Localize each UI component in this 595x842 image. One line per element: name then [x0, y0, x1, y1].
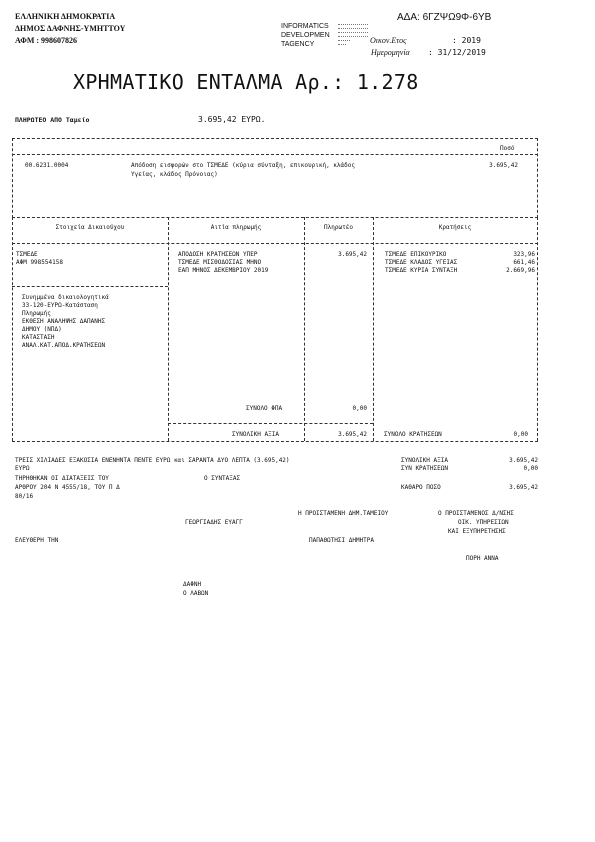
signatory-a: ΕΛΕΥΘΕΡΗ ΤΗΝ [15, 537, 59, 544]
head-finance-title-2: ΟΙΚ. ΥΠΗΡΕΣΙΩΝ [458, 519, 509, 526]
head-treasury-title: Η ΠΡΟΙΣΤΑΜΕΝΗ ΔΗΜ.ΤΑΜΕΙΟΥ [298, 510, 389, 517]
amount-words-line-1: ΤΡΕΙΣ ΧΙΛΙΑΔΕΣ ΕΞΑΚΟΣΙΑ ΕΝΕΝΗΝΤΑ ΠΕΝΤΕ ΕΥΡΩ και ΣΑΡΑΝΤΑ ΔΥΟ ΛΕΠΤΑ (3.695,42) [15, 457, 290, 464]
total-value-label: ΣΥΝΟΛΙΚΗ ΑΞΙΑ [232, 431, 279, 438]
reason-line-2: ΤΣΜΕΔΕ ΜΙΣΘΟΔΟΣΙΑΣ ΜΗΝΟ [178, 259, 262, 266]
header-beneficiary: Στοιχεία Δικαιούχου [55, 224, 125, 231]
documents-line-4: ΕΚΘΕΣΗ ΑΝΑΛΗΨΗΣ ΔΑΠΑΝΗΣ [22, 318, 106, 325]
table2-col-divider-2 [304, 217, 305, 441]
deduction-3-name: ΤΣΜΕΔΕ ΚΥΡΙΑ ΣΥΝΤΑΞΗ [385, 267, 458, 274]
page-title: ΧΡΗΜΑΤΙΚΟ ΕΝΤΑΛΜΑ Αρ.: 1.278 [73, 70, 419, 94]
deduction-2-amount: 661,46 [513, 259, 535, 266]
description-line-2: Υγείας, κλάδος Πρόνοιας) [131, 171, 218, 178]
summary-deductions-label: ΣΥΝ ΚΡΑΤΗΣΕΩΝ [401, 465, 448, 472]
payable-label: ΠΛΗΡΩΤΕΟ ΑΠΟ Ταμείο [15, 116, 90, 124]
documents-line-3: Πληρωμής [22, 310, 51, 317]
summary-total-label: ΣΥΝΟΛΙΚΗ ΑΞΙΑ [401, 457, 448, 464]
mayor-title: ΔΑΦΝΗ [183, 581, 202, 588]
org-line-1: ΕΛΛΗΝΙΚΗ ΔΗΜΟΚΡΑΤΙΑ [15, 12, 116, 21]
ada-code: ΑΔΑ: 6ΓΖΨΩ9Φ-6ΥΒ [397, 12, 492, 23]
date-label: Ημερομηνία [371, 48, 410, 57]
receiver-label: Ο ΛΑΒΩΝ [183, 590, 209, 597]
documents-line-6: ΚΑΤΑΣΤΑΣΗ [22, 334, 55, 341]
header-reason: Αιτία πληρωμής [210, 224, 262, 231]
logo-line-2: DEVELOPMEN [281, 32, 330, 39]
logo-line-1: INFORMATICS [281, 23, 329, 30]
beneficiary-name: ΤΣΜΕΔΕ [16, 251, 38, 258]
documents-line-5: ΔΗΜΟΥ (ΝΠΔ) [22, 326, 62, 333]
beneficiary-divider [12, 286, 168, 287]
table1-amount-header: Ποσό [500, 145, 515, 152]
row-payable: 3.695,42 [338, 251, 367, 258]
summary-net-label: ΚΑΘΑΡΟ ΠΟΣΟ [401, 484, 441, 491]
year-label: Οικον.Ετος [370, 36, 407, 45]
head-finance-title-3: ΚΑΙ ΕΞΥΠΗΡΕΤΗΣΗΣ [448, 528, 506, 535]
total-value: 3.695,42 [338, 431, 367, 438]
header-deductions: Κρατήσεις [438, 224, 472, 231]
table1-header-divider [12, 154, 538, 155]
reason-line-3: ΕΑΠ ΜΗΝΟΣ ΔΕΚΕΜΒΡΙΟΥ 2019 [178, 267, 269, 274]
amount-words-line-2: ΕΥΡΩ [15, 465, 30, 472]
org-afm: ΑΦΜ : 998607826 [15, 36, 78, 45]
deduction-2-name: ΤΣΜΕΔΕ ΚΛΑΔΟΣ ΥΓΕΙΑΣ [385, 259, 458, 266]
documents-line-2: 33-120-ΕΥΡΩ-Κατάσταση [22, 302, 98, 309]
table2-right-border [537, 217, 538, 441]
date-value: : 31/12/2019 [428, 48, 486, 57]
deduction-1-name: ΤΣΜΕΔΕ ΕΠΙΚΟΥΡΙΚΟ [385, 251, 447, 258]
signatory-c: ΠΟΡΗ ΑΝΝΑ [466, 555, 499, 562]
table1-right-border [537, 138, 538, 218]
table2-col-divider-3 [373, 217, 374, 441]
org-line-2: ΔΗΜΟΣ ΔΑΦΝΗΣ-ΥΜΗΤΤΟΥ [15, 24, 126, 33]
totals-divider [168, 423, 373, 424]
header-payable: Πληρωτέο [324, 224, 353, 231]
legal-line-3: 80/16 [15, 493, 34, 500]
description-line-1: Απόδοση εισφορών στο ΤΣΜΕΔΕ (κύρια σύνταξη, επικουρική, κλάδος [131, 162, 355, 169]
beneficiary-afm: ΑΦΜ 998554158 [16, 259, 63, 266]
legal-line-2: ΑΡΘΡΟΥ 204 Ν 4555/18, ΤΟΥ Π Δ [15, 484, 120, 491]
table2-left-border [12, 217, 13, 441]
table2-bottom-border [12, 441, 538, 442]
reason-line-1: ΑΠΟΔΟΣΗ ΚΡΑΤΗΣΕΩΝ ΥΠΕΡ [178, 251, 258, 258]
table1-top-border [12, 138, 538, 139]
summary-net-value: 3.695,42 [509, 484, 538, 491]
legal-line-1: ΤΗΡΗΘΗΚΑΝ ΟΙ ΔΙΑΤΑΞΕΙΣ ΤΟΥ [15, 475, 109, 482]
table2-col-divider-1 [168, 217, 169, 441]
documents-line-7: ΑΝΑΛ.ΚΑΤ.ΑΠΟΔ.ΚΡΑΤΗΣΕΩΝ [22, 342, 106, 349]
table1-left-border [12, 138, 13, 218]
table2-header-divider [12, 243, 538, 244]
deduction-1-amount: 323,96 [513, 251, 535, 258]
drafter-label: Ο ΣΥΝΤΑΞΑΣ [204, 475, 241, 482]
signatory-b: ΠΑΠΑΘΩΤΗΣΙ ΔΗΜΗΤΡΑ [309, 537, 375, 544]
deduction-3-amount: 2.669,96 [506, 267, 535, 274]
table2-top-border [12, 217, 538, 218]
logo-line-3: TAGENCY [281, 41, 315, 48]
signatory-left: ΓΕΩΡΓΙΑΔΗΣ ΕΥΑΓΓ [185, 519, 243, 526]
payable-amount: 3.695,42 ΕΥΡΩ. [198, 115, 266, 124]
logo-text [281, 22, 330, 49]
total-vat-label: ΣΥΝΟΛΟ ΦΠΑ [246, 405, 283, 412]
summary-total-value: 3.695,42 [509, 457, 538, 464]
documents-line-1: Συνημμένα δικαιολογητικά [22, 294, 109, 301]
head-finance-title-1: Ο ΠΡΟΙΣΤΑΜΕΝΟΣ Δ/ΝΣΗΣ [438, 510, 514, 517]
total-deductions-label: ΣΥΝΟΛΟ ΚΡΑΤΗΣΕΩΝ [384, 431, 442, 438]
account-code: 00.6231.0004 [25, 162, 69, 169]
table1-amount: 3.695,42 [489, 162, 518, 169]
summary-deductions-value: 0,00 [523, 465, 538, 472]
logo-microtext [338, 22, 368, 50]
total-vat-value: 0,00 [352, 405, 367, 412]
year-value: : 2019 [452, 36, 481, 45]
total-deductions-value: 0,00 [513, 431, 528, 438]
